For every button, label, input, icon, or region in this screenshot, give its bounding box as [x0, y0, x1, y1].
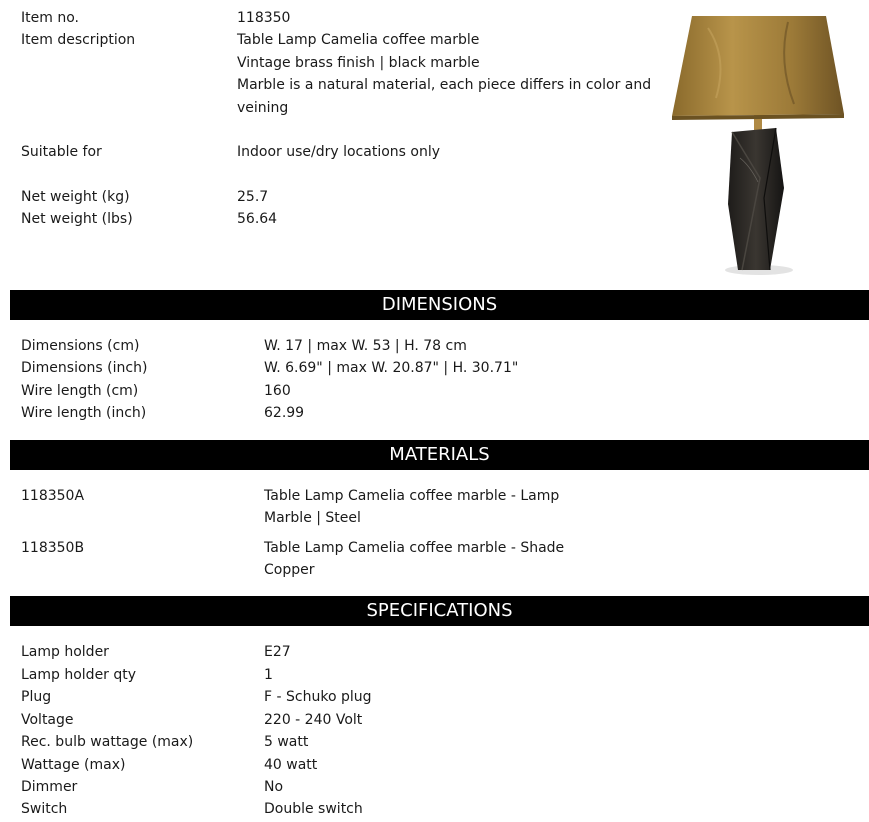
lamp-holder-label: Lamp holder — [21, 644, 109, 660]
item-no-value: 118350 — [237, 10, 291, 26]
switch-label: Switch — [21, 801, 68, 817]
voltage-label: Voltage — [21, 712, 74, 728]
material-a-line-2: Marble | Steel — [264, 510, 361, 526]
wattage-max-value: 40 watt — [264, 757, 318, 773]
material-b-line-2: Copper — [264, 562, 315, 578]
switch-value: Double switch — [264, 801, 363, 817]
wire-length-inch-label: Wire length (inch) — [21, 405, 147, 421]
item-description-label: Item description — [21, 32, 136, 48]
lamp-holder-qty-value: 1 — [264, 667, 273, 683]
material-code-b: 118350B — [21, 540, 85, 556]
dimmer-value: No — [264, 779, 284, 795]
specifications-header: SPECIFICATIONS — [10, 596, 869, 626]
dimensions-cm-value: W. 17 | max W. 53 | H. 78 cm — [264, 338, 467, 354]
material-code-a: 118350A — [21, 488, 85, 504]
plug-label: Plug — [21, 689, 52, 705]
wire-length-inch-value: 62.99 — [264, 405, 305, 421]
item-no-label: Item no. — [21, 10, 79, 26]
rec-bulb-wattage-value: 5 watt — [264, 734, 309, 750]
net-weight-kg-value: 25.7 — [237, 189, 269, 205]
net-weight-lbs-value: 56.64 — [237, 211, 278, 227]
wire-length-cm-value: 160 — [264, 383, 291, 399]
materials-header: MATERIALS — [10, 440, 869, 470]
net-weight-kg-label: Net weight (kg) — [21, 189, 130, 205]
suitable-for-label: Suitable for — [21, 144, 102, 160]
dimensions-header: DIMENSIONS — [10, 290, 869, 320]
net-weight-lbs-label: Net weight (lbs) — [21, 211, 133, 227]
item-description-line-4: veining — [237, 100, 289, 116]
plug-value: F - Schuko plug — [264, 689, 372, 705]
lamp-product-image — [668, 8, 850, 278]
lamp-holder-value: E27 — [264, 644, 291, 660]
item-description-line-3: Marble is a natural material, each piece differs in color and — [237, 77, 652, 93]
dimmer-label: Dimmer — [21, 779, 78, 795]
suitable-for-value: Indoor use/dry locations only — [237, 144, 441, 160]
rec-bulb-wattage-label: Rec. bulb wattage (max) — [21, 734, 194, 750]
dimensions-inch-label: Dimensions (inch) — [21, 360, 148, 376]
lamp-holder-qty-label: Lamp holder qty — [21, 667, 137, 683]
wire-length-cm-label: Wire length (cm) — [21, 383, 139, 399]
voltage-value: 220 - 240 Volt — [264, 712, 363, 728]
wattage-max-label: Wattage (max) — [21, 757, 126, 773]
material-b-line-1: Table Lamp Camelia coffee marble - Shade — [264, 540, 565, 556]
material-a-line-1: Table Lamp Camelia coffee marble - Lamp — [264, 488, 560, 504]
dimensions-inch-value: W. 6.69" | max W. 20.87" | H. 30.71" — [264, 360, 519, 376]
item-description-line-2: Vintage brass finish | black marble — [237, 55, 480, 71]
item-description-line-1: Table Lamp Camelia coffee marble — [237, 32, 480, 48]
dimensions-cm-label: Dimensions (cm) — [21, 338, 140, 354]
